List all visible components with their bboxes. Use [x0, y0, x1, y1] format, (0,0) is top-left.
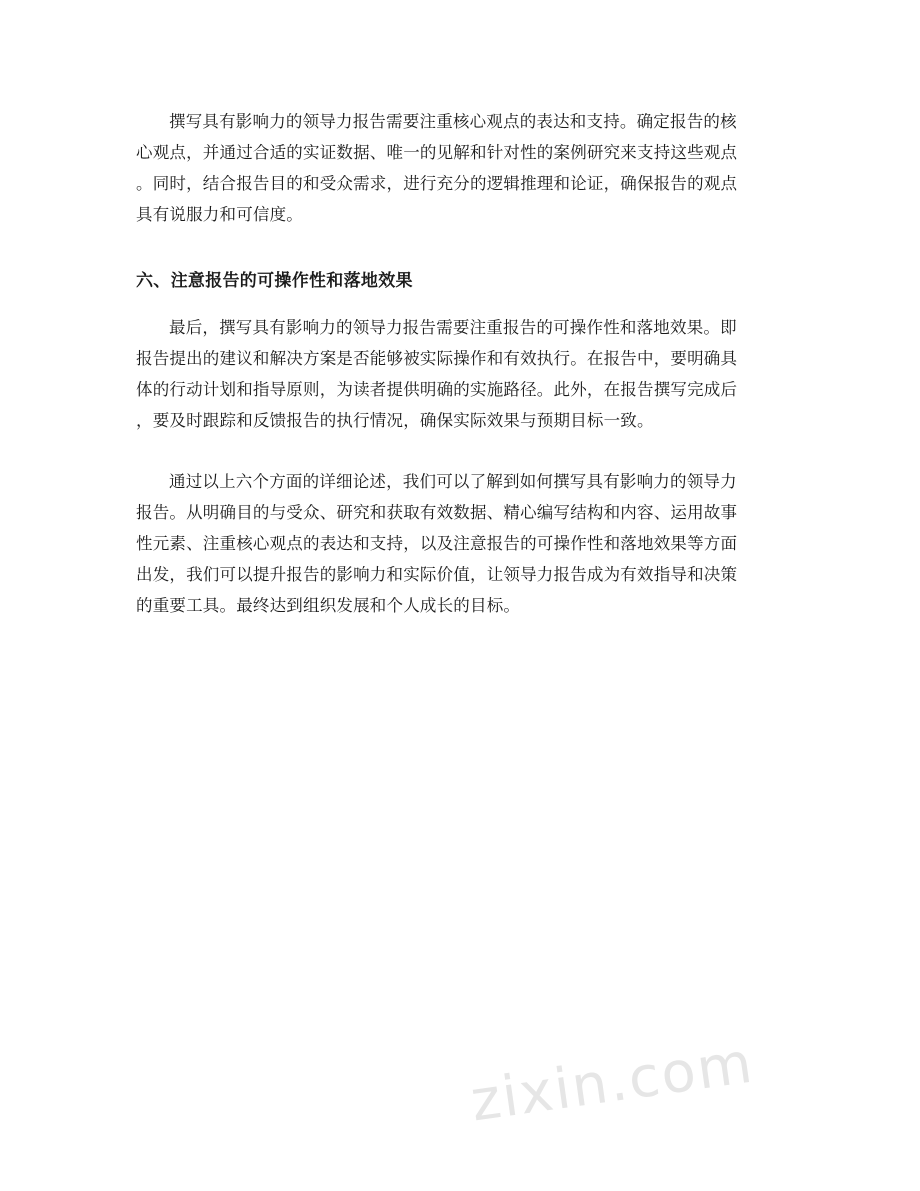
section-heading-6: 六、注意报告的可操作性和落地效果	[136, 271, 413, 291]
paragraph-operability	[136, 312, 786, 436]
text-line: 。同时，结合报告目的和受众需求，进行充分的逻辑推理和论证，确保报告的观点	[136, 174, 738, 193]
watermark: zixin.com	[466, 1030, 758, 1135]
text-line: 通过以上六个方面的详细论述，我们可以了解到如何撰写具有影响力的领导力	[169, 472, 737, 491]
text-line: 报告提出的建议和解决方案是否能够被实际操作和有效执行。在报告中，要明确具	[136, 349, 738, 368]
text-line: ，要及时跟踪和反馈报告的执行情况，确保实际效果与预期目标一致。	[136, 411, 654, 430]
paragraph-core-viewpoint	[136, 106, 786, 230]
text-line: 体的行动计划和指导原则，为读者提供明确的实施路径。此外，在报告撰写完成后	[136, 380, 738, 399]
text-line: 出发，我们可以提升报告的影响力和实际价值，让领导力报告成为有效指导和决策	[136, 565, 738, 584]
paragraph-conclusion	[136, 466, 786, 621]
text-line: 的重要工具。最终达到组织发展和个人成长的目标。	[136, 596, 521, 615]
text-line: 报告。从明确目的与受众、研究和获取有效数据、精心编写结构和内容、运用故事	[136, 503, 738, 522]
text-line: 最后，撰写具有影响力的领导力报告需要注重报告的可操作性和落地效果。即	[169, 318, 737, 337]
text-line: 性元素、注重核心观点的表达和支持，以及注意报告的可操作性和落地效果等方面	[136, 534, 738, 553]
text-line: 撰写具有影响力的领导力报告需要注重核心观点的表达和支持。确定报告的核	[169, 112, 737, 131]
text-line: 心观点，并通过合适的实证数据、唯一的见解和针对性的案例研究来支持这些观点	[136, 143, 738, 162]
text-line: 具有说服力和可信度。	[136, 205, 303, 224]
